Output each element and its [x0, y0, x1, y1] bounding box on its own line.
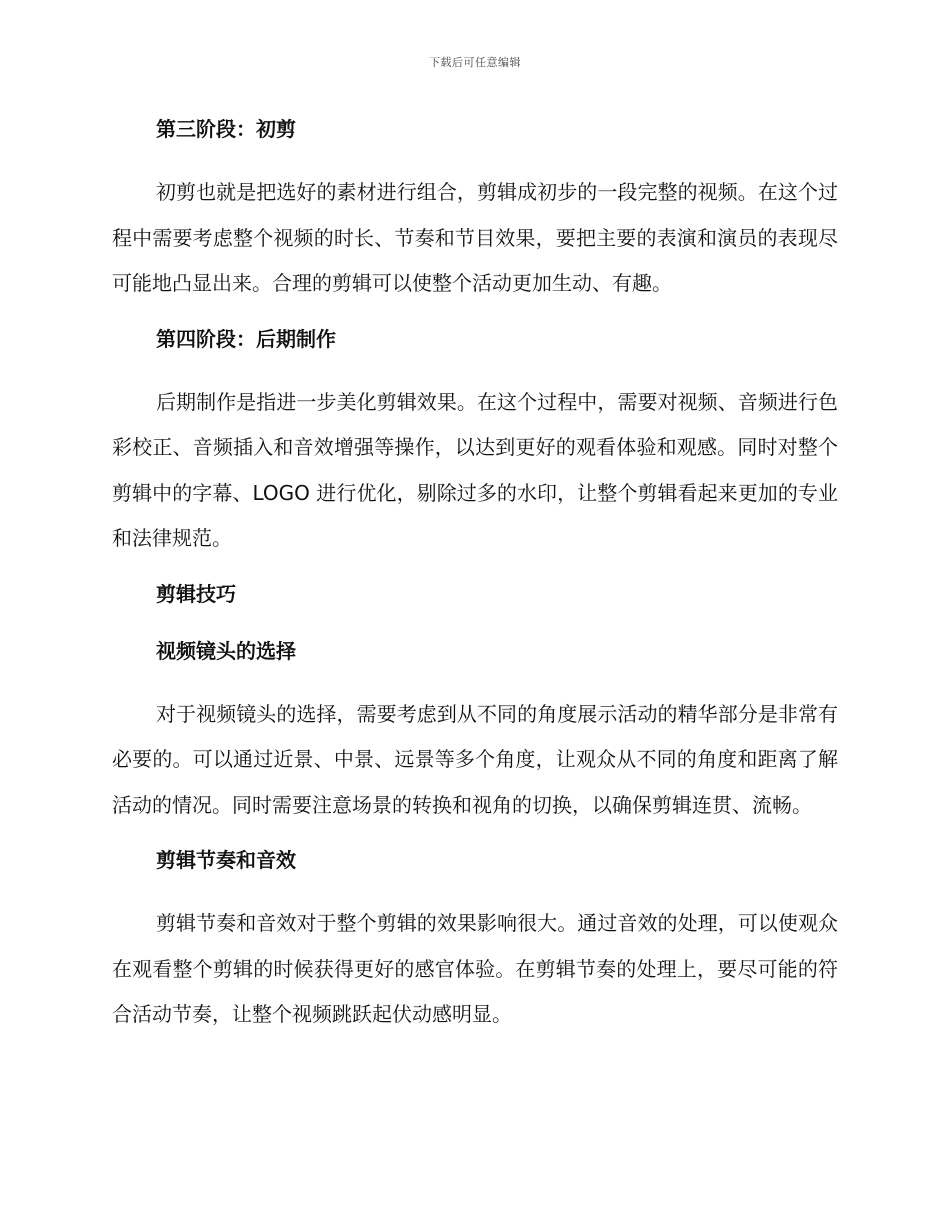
section-paragraph-stage-three: 初剪也就是把选好的素材进行组合，剪辑成初步的一段完整的视频。在这个过程中需要考虑整个视频的时长、节奏和节目效果，要把主要的表演和演员的表现尽可能地凸显出来。合理的剪辑可以使整个活动更加生动、有趣。 — [112, 180, 838, 295]
section-heading-shot-selection: 视频镜头的选择 — [156, 638, 296, 663]
section-heading-rhythm-sound: 剪辑节奏和音效 — [156, 848, 296, 872]
section-paragraph-stage-four: 后期制作是指进一步美化剪辑效果。在这个过程中，需要对视频、音频进行色彩校正、音频插入和音效增强等操作，以达到更好的观看体验和观感。同时对整个剪辑中的字幕、LOGO 进行优化，剔除过多的水印，让整个剪辑看起来更加的专业和法律规范。 — [112, 389, 838, 550]
section-heading-editing-tips: 剪辑技巧 — [156, 581, 236, 606]
header-note: 下载后可任意编辑 — [429, 56, 521, 69]
section-heading-stage-three: 第三阶段：初剪 — [156, 117, 296, 141]
document-body — [112, 114, 838, 1038]
section-paragraph-shot-selection: 对于视频镜头的选择，需要考虑到从不同的角度展示活动的精华部分是非常有必要的。可以通过近景、中景、远景等多个角度，让观众从不同的角度和距离了解活动的情况。同时需要注意场景的转换和视角的切换，以确保剪辑连贯、流畅。 — [112, 701, 838, 817]
section-heading-stage-four: 第四阶段：后期制作 — [156, 326, 336, 351]
section-paragraph-rhythm-sound: 剪辑节奏和音效对于整个剪辑的效果影响很大。通过音效的处理，可以使观众在观看整个剪辑的时候获得更好的感官体验。在剪辑节奏的处理上，要尽可能的符合活动节奏，让整个视频跳跃起伏动感明显。 — [112, 911, 838, 1026]
